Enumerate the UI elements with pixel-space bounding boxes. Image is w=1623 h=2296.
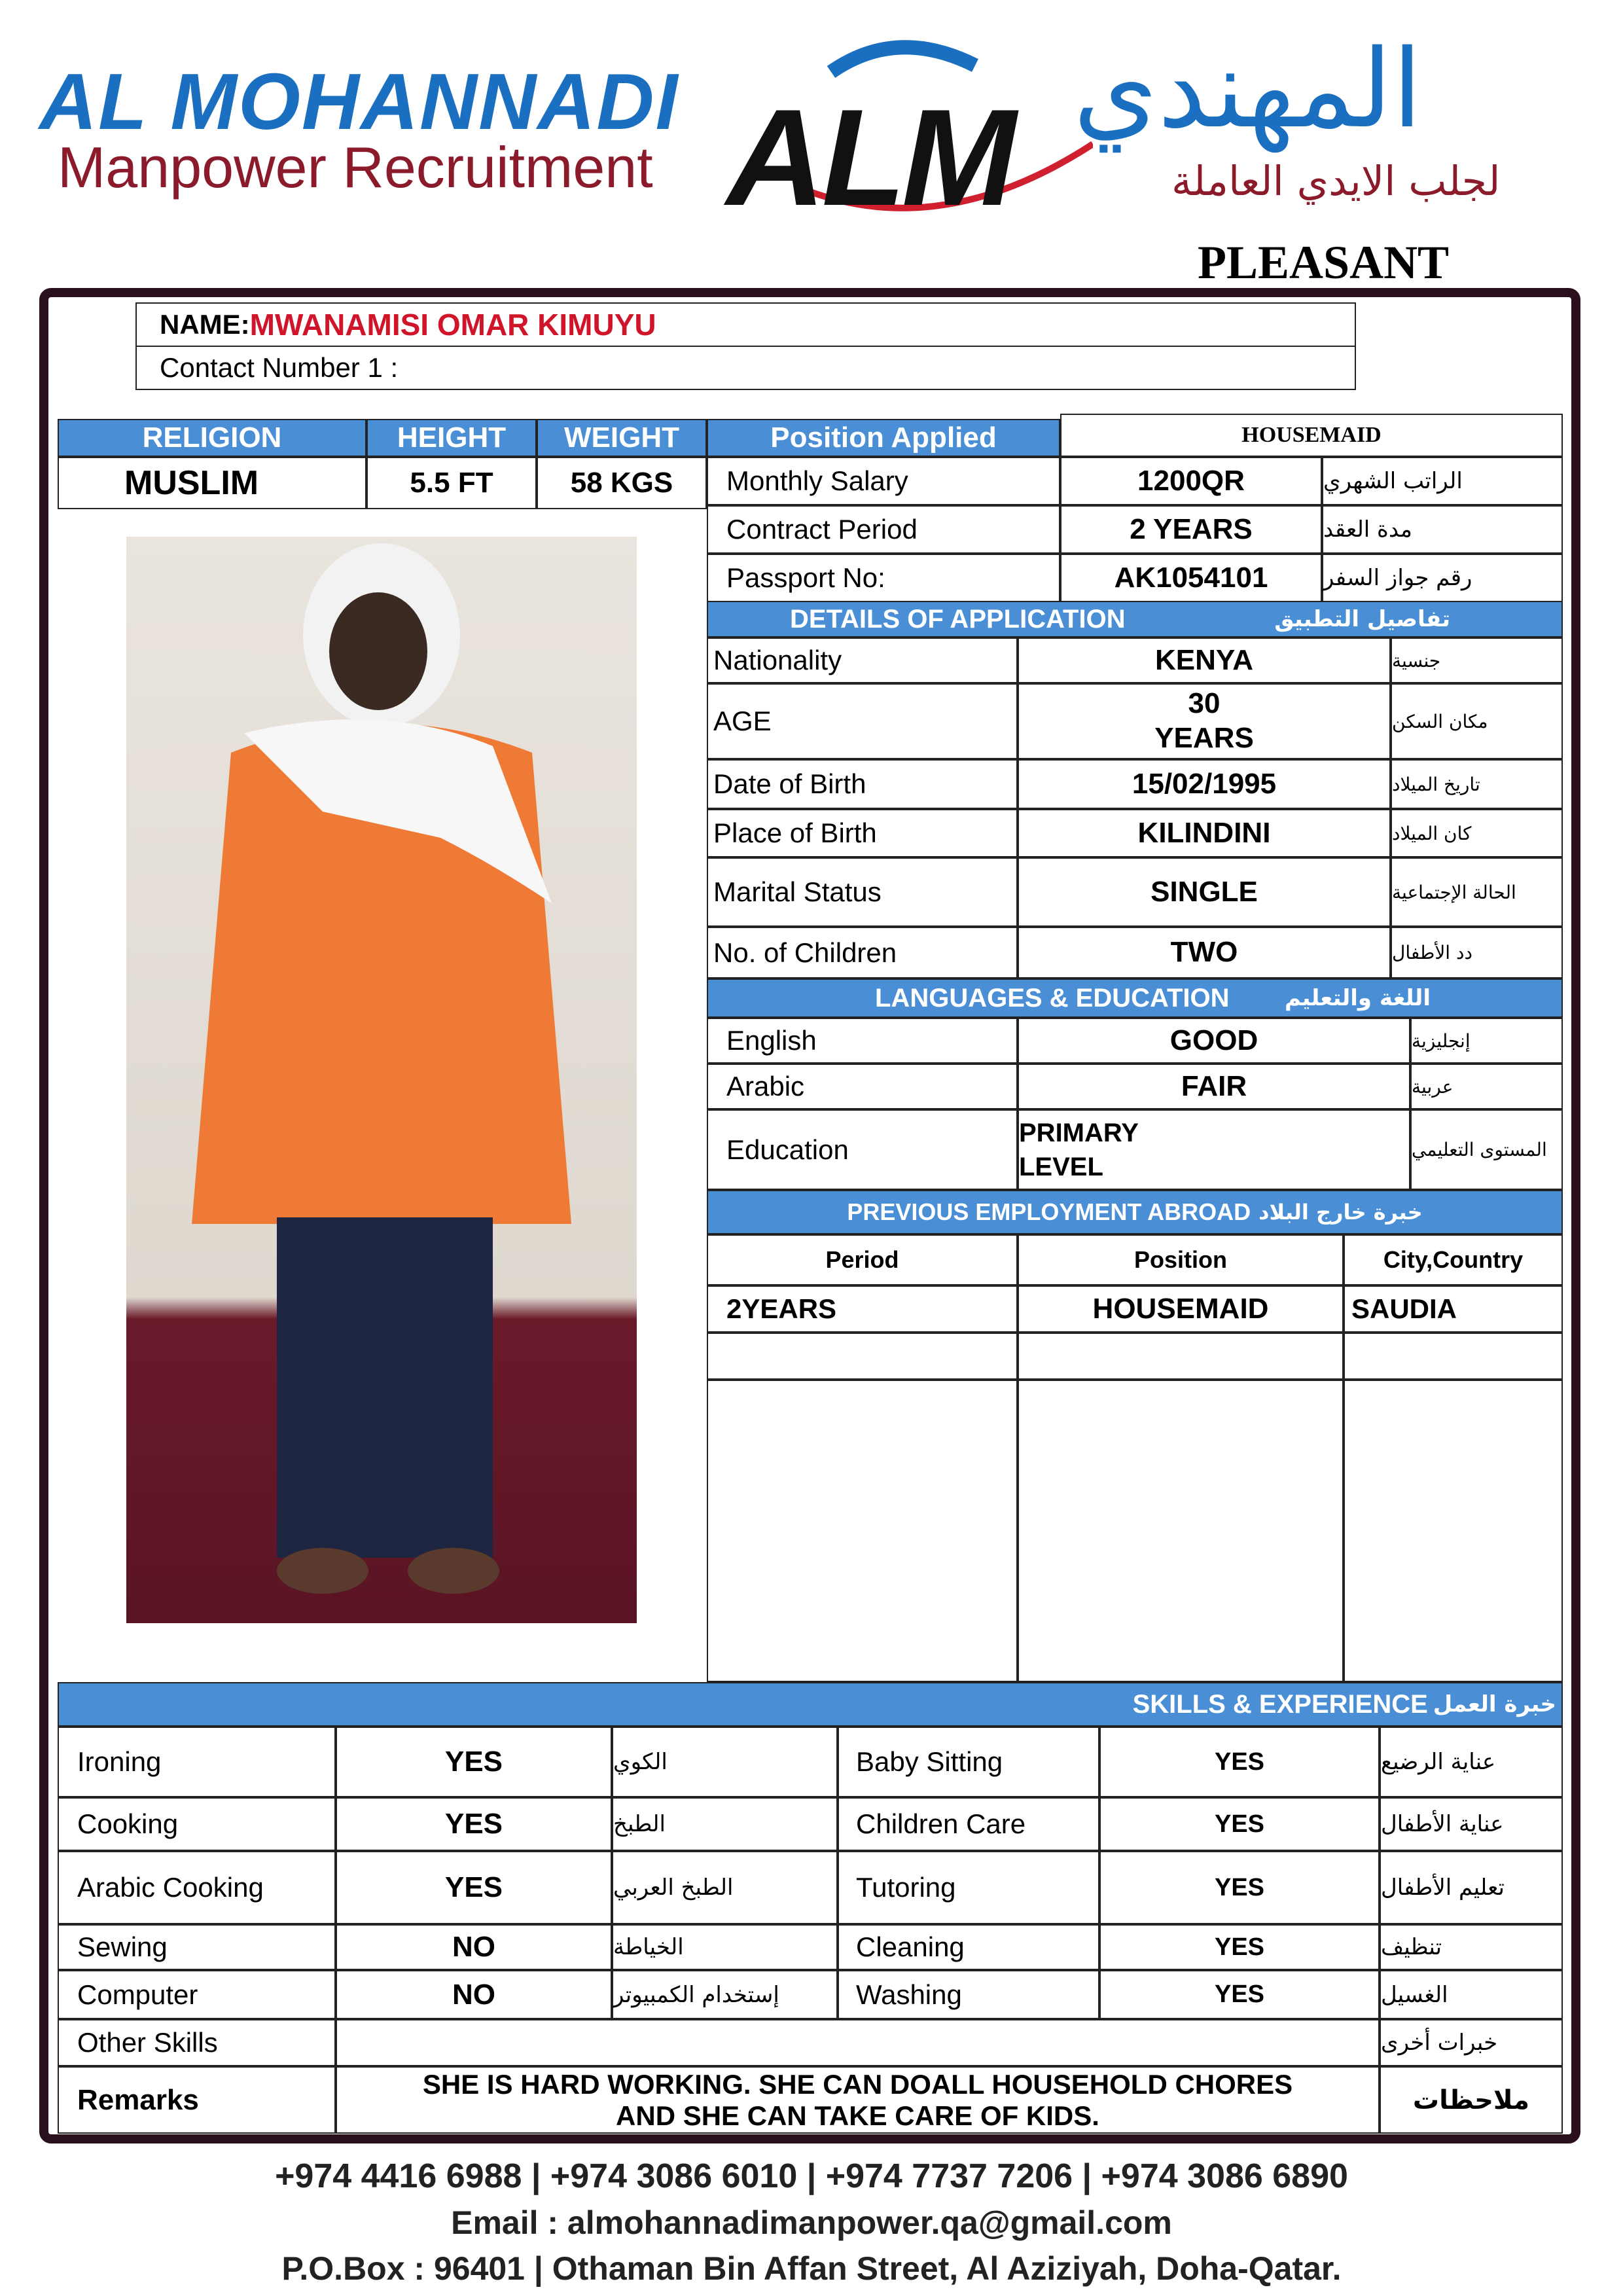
position-applied-value: HOUSEMAID [1060, 414, 1563, 457]
position-row-value: 2 YEARS [1060, 505, 1322, 554]
skill-right-label: Washing [838, 1970, 1099, 2019]
languages-title-ar: اللغة والتعليم [1285, 985, 1431, 1011]
company-name-en: AL MOHANNADI [39, 57, 679, 146]
skills-header [58, 1682, 1563, 1727]
remarks-label: Remarks [58, 2066, 336, 2134]
details-row-label: No. of Children [707, 927, 1018, 978]
remarks-ar: ملاحظات [1380, 2066, 1563, 2134]
emp-blank-area [1344, 1380, 1563, 1682]
skill-right-value: YES [1099, 1797, 1380, 1851]
remarks-line-1: SHE IS HARD WORKING. SHE CAN DOALL HOUSEHOLD CHORES [422, 2068, 1293, 2100]
details-row-ar: كان الميلاد [1391, 809, 1563, 857]
details-row-ar: مكان السكن [1391, 683, 1563, 759]
name-row [135, 302, 1356, 347]
details-row-value: 30 YEARS [1018, 683, 1391, 759]
details-row-ar: جنسية [1391, 637, 1563, 683]
emp-city: SAUDIA [1344, 1285, 1563, 1333]
details-row-ar: دد الأطفال [1391, 927, 1563, 978]
details-row-value: SINGLE [1018, 857, 1391, 927]
position-row-ar: مدة العقد [1322, 505, 1563, 554]
height-header: HEIGHT [366, 419, 537, 457]
remarks-text [336, 2066, 1380, 2134]
skill-right-label: Baby Sitting [838, 1727, 1099, 1797]
skill-right-value: YES [1099, 1924, 1380, 1970]
employment-title: PREVIOUS EMPLOYMENT ABROAD [847, 1198, 1251, 1225]
skill-right-value: YES [1099, 1727, 1380, 1797]
skills-title-ar: خبرة العمل [1433, 1691, 1556, 1717]
employment-header [707, 1190, 1563, 1234]
col-city: City,Country [1344, 1234, 1563, 1285]
details-title: DETAILS OF APPLICATION [790, 604, 1126, 634]
position-row-label: Passport No: [707, 554, 1060, 602]
language-row-ar: إنجليزية [1410, 1018, 1563, 1064]
details-row-label: Date of Birth [707, 759, 1018, 809]
company-subtitle-ar: لجلب الايدي العاملة [1171, 157, 1501, 205]
religion-header: RELIGION [58, 419, 366, 457]
details-header [707, 601, 1563, 637]
skill-right-ar: عناية الأطفال [1380, 1797, 1563, 1851]
language-row-ar: المستوى التعليمي [1410, 1109, 1563, 1190]
skill-left-label: Arabic Cooking [58, 1851, 336, 1924]
company-name-ar: المهندي [1073, 26, 1423, 152]
language-row-label: Education [707, 1109, 1018, 1190]
religion-value: MUSLIM [58, 457, 366, 509]
skill-left-ar: الكوي [612, 1727, 838, 1797]
skill-right-ar: الغسيل [1380, 1970, 1563, 2019]
details-row-label: Place of Birth [707, 809, 1018, 857]
language-row-value: GOOD [1018, 1018, 1410, 1064]
skill-left-value: NO [336, 1924, 612, 1970]
skill-left-value: NO [336, 1970, 612, 2019]
emp-period: 2YEARS [707, 1285, 1018, 1333]
person-silhouette-icon [126, 537, 637, 1623]
skill-right-ar: تعليم الأطفال [1380, 1851, 1563, 1924]
position-row-ar: رقم جواز السفر [1322, 554, 1563, 602]
details-row-value: TWO [1018, 927, 1391, 978]
name-label: NAME: [160, 309, 250, 340]
position-row-label: Contract Period [707, 505, 1060, 554]
details-row-value: KENYA [1018, 637, 1391, 683]
skill-right-ar: عناية الرضيع [1380, 1727, 1563, 1797]
footer-email[interactable]: Email : almohannadimanpower.qa@gmail.com [451, 2204, 1172, 2241]
skill-left-value: YES [336, 1797, 612, 1851]
details-row-ar: الحالة الإجتماعية [1391, 857, 1563, 927]
position-row-value: AK1054101 [1060, 554, 1322, 602]
other-skills-value [336, 2019, 1380, 2066]
position-row-label: Monthly Salary [707, 457, 1060, 505]
languages-title: LANGUAGES & EDUCATION [875, 983, 1230, 1013]
emp-empty-row [1344, 1333, 1563, 1380]
details-title-ar: تفاصيل التطبيق [1274, 606, 1450, 632]
skills-title: SKILLS & EXPERIENCE [1132, 1689, 1428, 1719]
skill-left-label: Cooking [58, 1797, 336, 1851]
col-period: Period [707, 1234, 1018, 1285]
company-subtitle-en: Manpower Recruitment [58, 135, 653, 200]
contact-row: Contact Number 1 : [135, 346, 1356, 390]
skill-left-ar: الطبخ [612, 1797, 838, 1851]
weight-header: WEIGHT [537, 419, 707, 457]
skill-left-value: YES [336, 1851, 612, 1924]
emp-position: HOUSEMAID [1018, 1285, 1344, 1333]
skill-left-label: Computer [58, 1970, 336, 2019]
candidate-name: MWANAMISI OMAR KIMUYU [249, 308, 656, 342]
skill-right-value: YES [1099, 1970, 1380, 2019]
language-row-label: Arabic [707, 1064, 1018, 1109]
employment-title-ar: خبرة خارج البلاد [1258, 1200, 1423, 1225]
language-row-ar: عربية [1410, 1064, 1563, 1109]
emp-blank-area [707, 1380, 1018, 1682]
footer-address: P.O.Box : 96401 | Othaman Bin Affan Street, Al Aziziyah, Doha-Qatar. [281, 2250, 1342, 2287]
skill-left-ar: إستخدام الكمبيوتر [612, 1970, 838, 2019]
pleasant-tag: PLEASANT [1198, 236, 1450, 289]
details-row-ar: تاريخ الميلاد [1391, 759, 1563, 809]
details-row-label: AGE [707, 683, 1018, 759]
emp-empty-row [707, 1333, 1018, 1380]
skill-right-label: Cleaning [838, 1924, 1099, 1970]
other-skills-ar: خبرات أخرى [1380, 2019, 1563, 2066]
other-skills-label: Other Skills [58, 2019, 336, 2066]
details-row-value: KILINDINI [1018, 809, 1391, 857]
skill-right-label: Tutoring [838, 1851, 1099, 1924]
details-row-label: Nationality [707, 637, 1018, 683]
weight-value: 58 KGS [537, 457, 707, 509]
skill-right-ar: تنظيف [1380, 1924, 1563, 1970]
alm-logo: ALM [726, 81, 1012, 234]
skill-left-ar: الطبخ العربي [612, 1851, 838, 1924]
details-row-value: 15/02/1995 [1018, 759, 1391, 809]
skill-right-value: YES [1099, 1851, 1380, 1924]
candidate-photo [126, 537, 637, 1623]
skill-left-ar: الخياطة [612, 1924, 838, 1970]
skill-right-label: Children Care [838, 1797, 1099, 1851]
height-value: 5.5 FT [366, 457, 537, 509]
details-row-label: Marital Status [707, 857, 1018, 927]
skill-left-label: Ironing [58, 1727, 336, 1797]
languages-header [707, 978, 1563, 1018]
language-row-value: PRIMARY LEVEL [1018, 1109, 1410, 1190]
footer-phones: +974 4416 6988 | +974 3086 6010 | +974 7737 7206 | +974 3086 6890 [275, 2157, 1348, 2195]
emp-empty-row [1018, 1333, 1344, 1380]
position-row-value: 1200QR [1060, 457, 1322, 505]
remarks-line-2: AND SHE CAN TAKE CARE OF KIDS. [616, 2100, 1099, 2131]
skill-left-value: YES [336, 1727, 612, 1797]
language-row-value: FAIR [1018, 1064, 1410, 1109]
position-applied-header: Position Applied [707, 419, 1060, 457]
col-position: Position [1018, 1234, 1344, 1285]
skill-left-label: Sewing [58, 1924, 336, 1970]
language-row-label: English [707, 1018, 1018, 1064]
position-row-ar: الراتب الشهري [1322, 457, 1563, 505]
emp-blank-area [1018, 1380, 1344, 1682]
